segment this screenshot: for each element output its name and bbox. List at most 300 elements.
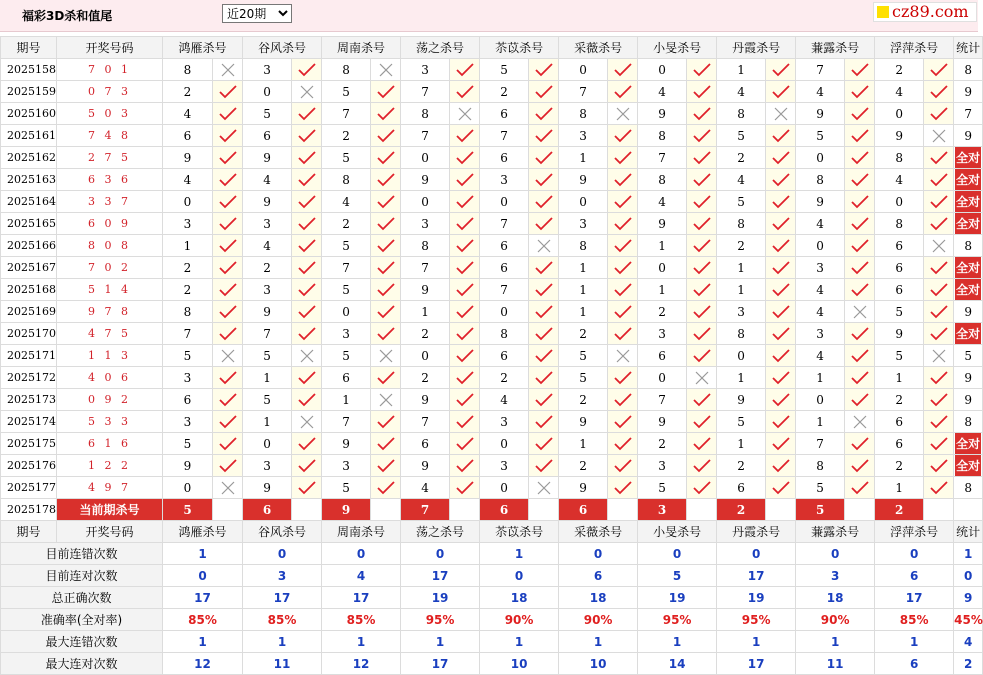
summary-value: 6 bbox=[875, 565, 954, 587]
kill-value-cell: 3 bbox=[243, 59, 292, 81]
kill-value-cell: 5 bbox=[322, 345, 371, 367]
check-icon bbox=[851, 151, 869, 165]
result-mark-cell bbox=[687, 191, 717, 213]
result-mark-cell bbox=[292, 301, 322, 323]
current-kill-value: 6 bbox=[559, 499, 608, 521]
check-icon bbox=[377, 371, 395, 385]
draw-number-cell: 7 4 8 bbox=[57, 125, 163, 147]
check-icon bbox=[930, 393, 948, 407]
period-cell: 2025174 bbox=[1, 411, 57, 433]
check-icon bbox=[614, 283, 632, 297]
kill-value-cell: 9 bbox=[875, 323, 924, 345]
kill-value-cell: 5 bbox=[243, 389, 292, 411]
result-mark-cell bbox=[687, 235, 717, 257]
check-icon bbox=[456, 459, 474, 473]
kill-value-cell: 7 bbox=[322, 257, 371, 279]
kill-value-cell: 9 bbox=[243, 477, 292, 499]
kill-value-cell: 6 bbox=[480, 235, 529, 257]
result-mark-cell bbox=[371, 147, 401, 169]
current-kill-value: 6 bbox=[480, 499, 529, 521]
column-header: 统计 bbox=[954, 37, 983, 59]
period-cell: 2025175 bbox=[1, 433, 57, 455]
summary-value: 0 bbox=[480, 565, 559, 587]
result-mark-cell bbox=[371, 59, 401, 81]
check-icon bbox=[535, 459, 553, 473]
result-mark-cell bbox=[292, 213, 322, 235]
check-icon bbox=[693, 415, 711, 429]
kill-value-cell: 5 bbox=[243, 103, 292, 125]
check-icon bbox=[772, 195, 790, 209]
check-icon bbox=[693, 85, 711, 99]
table-row bbox=[1, 323, 983, 345]
check-icon bbox=[456, 305, 474, 319]
check-icon bbox=[219, 437, 237, 451]
result-mark-cell bbox=[924, 59, 954, 81]
result-mark-cell bbox=[608, 323, 638, 345]
kill-value-cell: 8 bbox=[875, 213, 924, 235]
result-mark-cell bbox=[924, 81, 954, 103]
table-row bbox=[1, 213, 983, 235]
kill-value-cell: 5 bbox=[163, 433, 213, 455]
kill-value-cell: 4 bbox=[480, 389, 529, 411]
kill-value-cell: 1 bbox=[875, 477, 924, 499]
result-mark-cell bbox=[687, 257, 717, 279]
kill-value-cell: 6 bbox=[875, 411, 924, 433]
current-kill-value: 9 bbox=[322, 499, 371, 521]
result-mark-cell bbox=[292, 389, 322, 411]
kill-value-cell: 9 bbox=[401, 169, 450, 191]
kill-value-cell: 5 bbox=[163, 345, 213, 367]
kill-value-cell: 2 bbox=[638, 433, 687, 455]
result-mark-cell bbox=[924, 169, 954, 191]
period-cell: 2025158 bbox=[1, 59, 57, 81]
kill-value-cell: 4 bbox=[875, 169, 924, 191]
kill-value-cell: 2 bbox=[401, 367, 450, 389]
check-icon bbox=[614, 415, 632, 429]
result-mark-cell bbox=[450, 169, 480, 191]
kill-value-cell: 5 bbox=[322, 235, 371, 257]
period-cell: 2025163 bbox=[1, 169, 57, 191]
check-icon bbox=[298, 481, 316, 495]
current-kill-value: 6 bbox=[243, 499, 292, 521]
check-icon bbox=[772, 327, 790, 341]
all-correct-badge: 全对 bbox=[955, 147, 981, 168]
summary-value: 0 bbox=[559, 543, 638, 565]
result-mark-cell bbox=[687, 389, 717, 411]
cross-icon bbox=[300, 349, 314, 363]
check-icon bbox=[614, 437, 632, 451]
check-icon bbox=[219, 371, 237, 385]
result-mark-cell bbox=[292, 59, 322, 81]
result-mark-cell bbox=[213, 345, 243, 367]
result-mark-cell bbox=[687, 411, 717, 433]
result-mark-cell bbox=[924, 389, 954, 411]
kill-value-cell: 8 bbox=[401, 235, 450, 257]
kill-value-cell: 2 bbox=[559, 389, 608, 411]
check-icon bbox=[456, 151, 474, 165]
check-icon bbox=[219, 85, 237, 99]
cross-icon bbox=[616, 107, 630, 121]
check-icon bbox=[851, 349, 869, 363]
check-icon bbox=[456, 217, 474, 231]
summary-value: 17 bbox=[401, 565, 480, 587]
result-mark-cell bbox=[450, 81, 480, 103]
kill-value-cell: 9 bbox=[401, 455, 450, 477]
kill-value-cell: 9 bbox=[796, 103, 845, 125]
table-row bbox=[1, 191, 983, 213]
kill-value-cell: 1 bbox=[163, 235, 213, 257]
summary-value: 4 bbox=[322, 565, 401, 587]
check-icon bbox=[614, 459, 632, 473]
result-mark-cell bbox=[213, 235, 243, 257]
result-mark-cell bbox=[213, 477, 243, 499]
result-mark-cell bbox=[924, 323, 954, 345]
stat-cell: 8 bbox=[954, 477, 983, 499]
check-icon bbox=[535, 63, 553, 77]
kill-value-cell: 5 bbox=[717, 191, 766, 213]
kill-value-cell: 3 bbox=[796, 257, 845, 279]
result-mark-cell bbox=[845, 125, 875, 147]
column-header: 期号 bbox=[1, 37, 57, 59]
draw-number-cell: 1 1 3 bbox=[57, 345, 163, 367]
kill-value-cell: 8 bbox=[163, 301, 213, 323]
result-mark-cell bbox=[292, 81, 322, 103]
kill-value-cell: 7 bbox=[163, 323, 213, 345]
kill-value-cell: 9 bbox=[243, 301, 292, 323]
check-icon bbox=[851, 459, 869, 473]
result-mark-cell bbox=[845, 279, 875, 301]
summary-value: 0 bbox=[717, 543, 796, 565]
check-icon bbox=[377, 107, 395, 121]
result-mark-cell bbox=[529, 345, 559, 367]
kill-value-cell: 5 bbox=[875, 301, 924, 323]
current-label-cell: 当前期杀号 bbox=[57, 499, 163, 521]
kill-value-cell: 8 bbox=[480, 323, 529, 345]
check-icon bbox=[693, 173, 711, 187]
check-icon bbox=[693, 305, 711, 319]
result-mark-cell bbox=[608, 477, 638, 499]
all-correct-badge: 全对 bbox=[955, 191, 981, 212]
result-mark-cell bbox=[845, 345, 875, 367]
check-icon bbox=[693, 129, 711, 143]
summary-value: 1 bbox=[401, 631, 480, 653]
summary-value: 85% bbox=[875, 609, 954, 631]
current-empty-cell bbox=[845, 499, 875, 521]
summary-value: 1 bbox=[559, 631, 638, 653]
cross-icon bbox=[853, 415, 867, 429]
check-icon bbox=[219, 151, 237, 165]
check-icon bbox=[298, 129, 316, 143]
result-mark-cell bbox=[371, 477, 401, 499]
stat-cell bbox=[954, 147, 983, 169]
result-mark-cell bbox=[687, 433, 717, 455]
check-icon bbox=[456, 415, 474, 429]
draw-number-cell: 1 2 2 bbox=[57, 455, 163, 477]
table-row bbox=[1, 169, 983, 191]
check-icon bbox=[535, 305, 553, 319]
result-mark-cell bbox=[845, 147, 875, 169]
current-kill-value: 2 bbox=[717, 499, 766, 521]
period-cell: 2025171 bbox=[1, 345, 57, 367]
check-icon bbox=[614, 129, 632, 143]
check-icon bbox=[772, 129, 790, 143]
check-icon bbox=[693, 393, 711, 407]
kill-value-cell: 8 bbox=[717, 323, 766, 345]
site-logo[interactable] bbox=[873, 2, 977, 22]
current-empty-cell bbox=[371, 499, 401, 521]
kill-value-cell: 3 bbox=[480, 169, 529, 191]
check-icon bbox=[535, 261, 553, 275]
kill-value-cell: 0 bbox=[559, 59, 608, 81]
check-icon bbox=[535, 107, 553, 121]
result-mark-cell bbox=[766, 191, 796, 213]
check-icon bbox=[377, 85, 395, 99]
kill-value-cell: 8 bbox=[559, 103, 608, 125]
summary-value: 18 bbox=[559, 587, 638, 609]
check-icon bbox=[930, 107, 948, 121]
summary-value: 95% bbox=[401, 609, 480, 631]
summary-value: 10 bbox=[480, 653, 559, 675]
kill-value-cell: 4 bbox=[796, 213, 845, 235]
check-icon bbox=[298, 437, 316, 451]
summary-row bbox=[1, 587, 983, 609]
draw-number-cell: 9 7 8 bbox=[57, 301, 163, 323]
check-icon bbox=[851, 107, 869, 121]
summary-value: 12 bbox=[322, 653, 401, 675]
result-mark-cell bbox=[924, 235, 954, 257]
period-cell: 2025167 bbox=[1, 257, 57, 279]
cross-icon bbox=[300, 85, 314, 99]
check-icon bbox=[377, 437, 395, 451]
top-bar bbox=[0, 0, 978, 32]
check-icon bbox=[298, 217, 316, 231]
kill-value-cell: 6 bbox=[875, 279, 924, 301]
result-mark-cell bbox=[845, 389, 875, 411]
summary-value: 14 bbox=[638, 653, 717, 675]
check-icon bbox=[535, 173, 553, 187]
kill-value-cell: 8 bbox=[638, 169, 687, 191]
result-mark-cell bbox=[450, 345, 480, 367]
result-mark-cell bbox=[608, 169, 638, 191]
kill-value-cell: 6 bbox=[163, 389, 213, 411]
cross-icon bbox=[537, 481, 551, 495]
current-stat-empty bbox=[954, 499, 983, 521]
kill-value-cell: 0 bbox=[480, 191, 529, 213]
summary-value: 1 bbox=[480, 543, 559, 565]
check-icon bbox=[456, 371, 474, 385]
result-mark-cell bbox=[687, 477, 717, 499]
kill-value-cell: 2 bbox=[717, 455, 766, 477]
kill-value-cell: 6 bbox=[480, 257, 529, 279]
check-icon bbox=[930, 327, 948, 341]
check-icon bbox=[377, 415, 395, 429]
kill-value-cell: 8 bbox=[717, 213, 766, 235]
check-icon bbox=[298, 283, 316, 297]
kill-value-cell: 1 bbox=[717, 279, 766, 301]
current-kill-value: 5 bbox=[163, 499, 213, 521]
result-mark-cell bbox=[924, 301, 954, 323]
draw-number-cell: 2 7 5 bbox=[57, 147, 163, 169]
draw-number-cell: 6 1 6 bbox=[57, 433, 163, 455]
kill-value-cell: 2 bbox=[322, 213, 371, 235]
all-correct-badge: 全对 bbox=[955, 169, 981, 190]
check-icon bbox=[851, 63, 869, 77]
result-mark-cell bbox=[608, 301, 638, 323]
current-empty-cell bbox=[450, 499, 480, 521]
kill-value-cell: 3 bbox=[163, 213, 213, 235]
result-mark-cell bbox=[608, 103, 638, 125]
check-icon bbox=[377, 239, 395, 253]
kill-value-cell: 3 bbox=[401, 59, 450, 81]
check-icon bbox=[772, 173, 790, 187]
result-mark-cell bbox=[450, 411, 480, 433]
summary-row bbox=[1, 565, 983, 587]
kill-value-cell: 8 bbox=[796, 169, 845, 191]
result-mark-cell bbox=[766, 433, 796, 455]
check-icon bbox=[456, 173, 474, 187]
check-icon bbox=[298, 63, 316, 77]
current-empty-cell bbox=[924, 499, 954, 521]
result-mark-cell bbox=[687, 59, 717, 81]
result-mark-cell bbox=[529, 125, 559, 147]
column-header: 采薇杀号 bbox=[559, 521, 638, 543]
check-icon bbox=[614, 151, 632, 165]
check-icon bbox=[930, 305, 948, 319]
result-mark-cell bbox=[213, 257, 243, 279]
summary-value: 1 bbox=[796, 631, 875, 653]
result-mark-cell bbox=[450, 477, 480, 499]
result-mark-cell bbox=[845, 235, 875, 257]
kill-value-cell: 4 bbox=[163, 103, 213, 125]
check-icon bbox=[693, 195, 711, 209]
check-icon bbox=[851, 393, 869, 407]
result-mark-cell bbox=[608, 147, 638, 169]
summary-value: 0 bbox=[954, 565, 983, 587]
kill-value-cell: 1 bbox=[559, 257, 608, 279]
table-row bbox=[1, 103, 983, 125]
result-mark-cell bbox=[687, 125, 717, 147]
draw-number-cell: 7 0 2 bbox=[57, 257, 163, 279]
kill-value-cell: 3 bbox=[322, 323, 371, 345]
kill-value-cell: 1 bbox=[322, 389, 371, 411]
result-mark-cell bbox=[608, 367, 638, 389]
kill-value-cell: 5 bbox=[875, 345, 924, 367]
summary-value: 1 bbox=[954, 543, 983, 565]
check-icon bbox=[930, 217, 948, 231]
column-header: 鸿雁杀号 bbox=[163, 37, 243, 59]
stat-cell bbox=[954, 169, 983, 191]
current-empty-cell bbox=[608, 499, 638, 521]
kill-value-cell: 7 bbox=[401, 81, 450, 103]
result-mark-cell bbox=[924, 367, 954, 389]
column-header: 荡之杀号 bbox=[401, 521, 480, 543]
check-icon bbox=[772, 437, 790, 451]
result-mark-cell bbox=[529, 367, 559, 389]
result-mark-cell bbox=[608, 257, 638, 279]
result-mark-cell bbox=[687, 455, 717, 477]
draw-number-cell: 6 3 6 bbox=[57, 169, 163, 191]
check-icon bbox=[772, 415, 790, 429]
result-mark-cell bbox=[924, 279, 954, 301]
check-icon bbox=[377, 327, 395, 341]
kill-value-cell: 8 bbox=[717, 103, 766, 125]
kill-value-cell: 6 bbox=[163, 125, 213, 147]
period-range-select[interactable] bbox=[222, 4, 292, 23]
summary-label: 目前连错次数 bbox=[1, 543, 163, 565]
result-mark-cell bbox=[924, 411, 954, 433]
kill-value-cell: 5 bbox=[796, 477, 845, 499]
kill-value-cell: 1 bbox=[796, 411, 845, 433]
result-mark-cell bbox=[292, 455, 322, 477]
kill-value-cell: 2 bbox=[559, 455, 608, 477]
result-mark-cell bbox=[450, 125, 480, 147]
check-icon bbox=[535, 327, 553, 341]
stat-cell bbox=[954, 191, 983, 213]
kill-value-cell: 3 bbox=[322, 455, 371, 477]
result-mark-cell bbox=[845, 213, 875, 235]
kill-value-cell: 7 bbox=[480, 279, 529, 301]
kill-value-cell: 1 bbox=[717, 257, 766, 279]
result-mark-cell bbox=[450, 279, 480, 301]
check-icon bbox=[219, 459, 237, 473]
kill-value-cell: 2 bbox=[875, 455, 924, 477]
all-correct-badge: 全对 bbox=[955, 279, 981, 300]
table-row bbox=[1, 367, 983, 389]
kill-value-cell: 0 bbox=[559, 191, 608, 213]
result-mark-cell bbox=[766, 81, 796, 103]
summary-label: 目前连对次数 bbox=[1, 565, 163, 587]
stat-cell: 9 bbox=[954, 301, 983, 323]
kill-value-cell: 2 bbox=[480, 367, 529, 389]
kill-value-cell: 3 bbox=[638, 455, 687, 477]
result-mark-cell bbox=[371, 235, 401, 257]
check-icon bbox=[614, 217, 632, 231]
kill-value-cell: 9 bbox=[638, 213, 687, 235]
kill-value-cell: 5 bbox=[717, 411, 766, 433]
check-icon bbox=[456, 195, 474, 209]
result-mark-cell bbox=[371, 169, 401, 191]
summary-value: 1 bbox=[163, 543, 243, 565]
cross-icon bbox=[537, 239, 551, 253]
kill-value-cell: 4 bbox=[638, 81, 687, 103]
check-icon bbox=[772, 261, 790, 275]
column-header: 统计 bbox=[954, 521, 983, 543]
draw-number-cell: 0 9 2 bbox=[57, 389, 163, 411]
check-icon bbox=[535, 349, 553, 363]
result-mark-cell bbox=[450, 213, 480, 235]
summary-value: 11 bbox=[243, 653, 322, 675]
check-icon bbox=[219, 195, 237, 209]
result-mark-cell bbox=[371, 301, 401, 323]
kill-value-cell: 2 bbox=[875, 59, 924, 81]
result-mark-cell bbox=[371, 81, 401, 103]
kill-value-cell: 8 bbox=[559, 235, 608, 257]
check-icon bbox=[298, 107, 316, 121]
result-mark-cell bbox=[292, 191, 322, 213]
summary-value: 18 bbox=[480, 587, 559, 609]
result-mark-cell bbox=[845, 433, 875, 455]
column-header: 苶苡杀号 bbox=[480, 37, 559, 59]
result-mark-cell bbox=[608, 433, 638, 455]
result-mark-cell bbox=[450, 323, 480, 345]
column-header: 开奖号码 bbox=[57, 37, 163, 59]
check-icon bbox=[298, 371, 316, 385]
summary-value: 1 bbox=[638, 631, 717, 653]
result-mark-cell bbox=[371, 433, 401, 455]
column-header: 荡之杀号 bbox=[401, 37, 480, 59]
summary-value: 95% bbox=[638, 609, 717, 631]
result-mark-cell bbox=[371, 103, 401, 125]
